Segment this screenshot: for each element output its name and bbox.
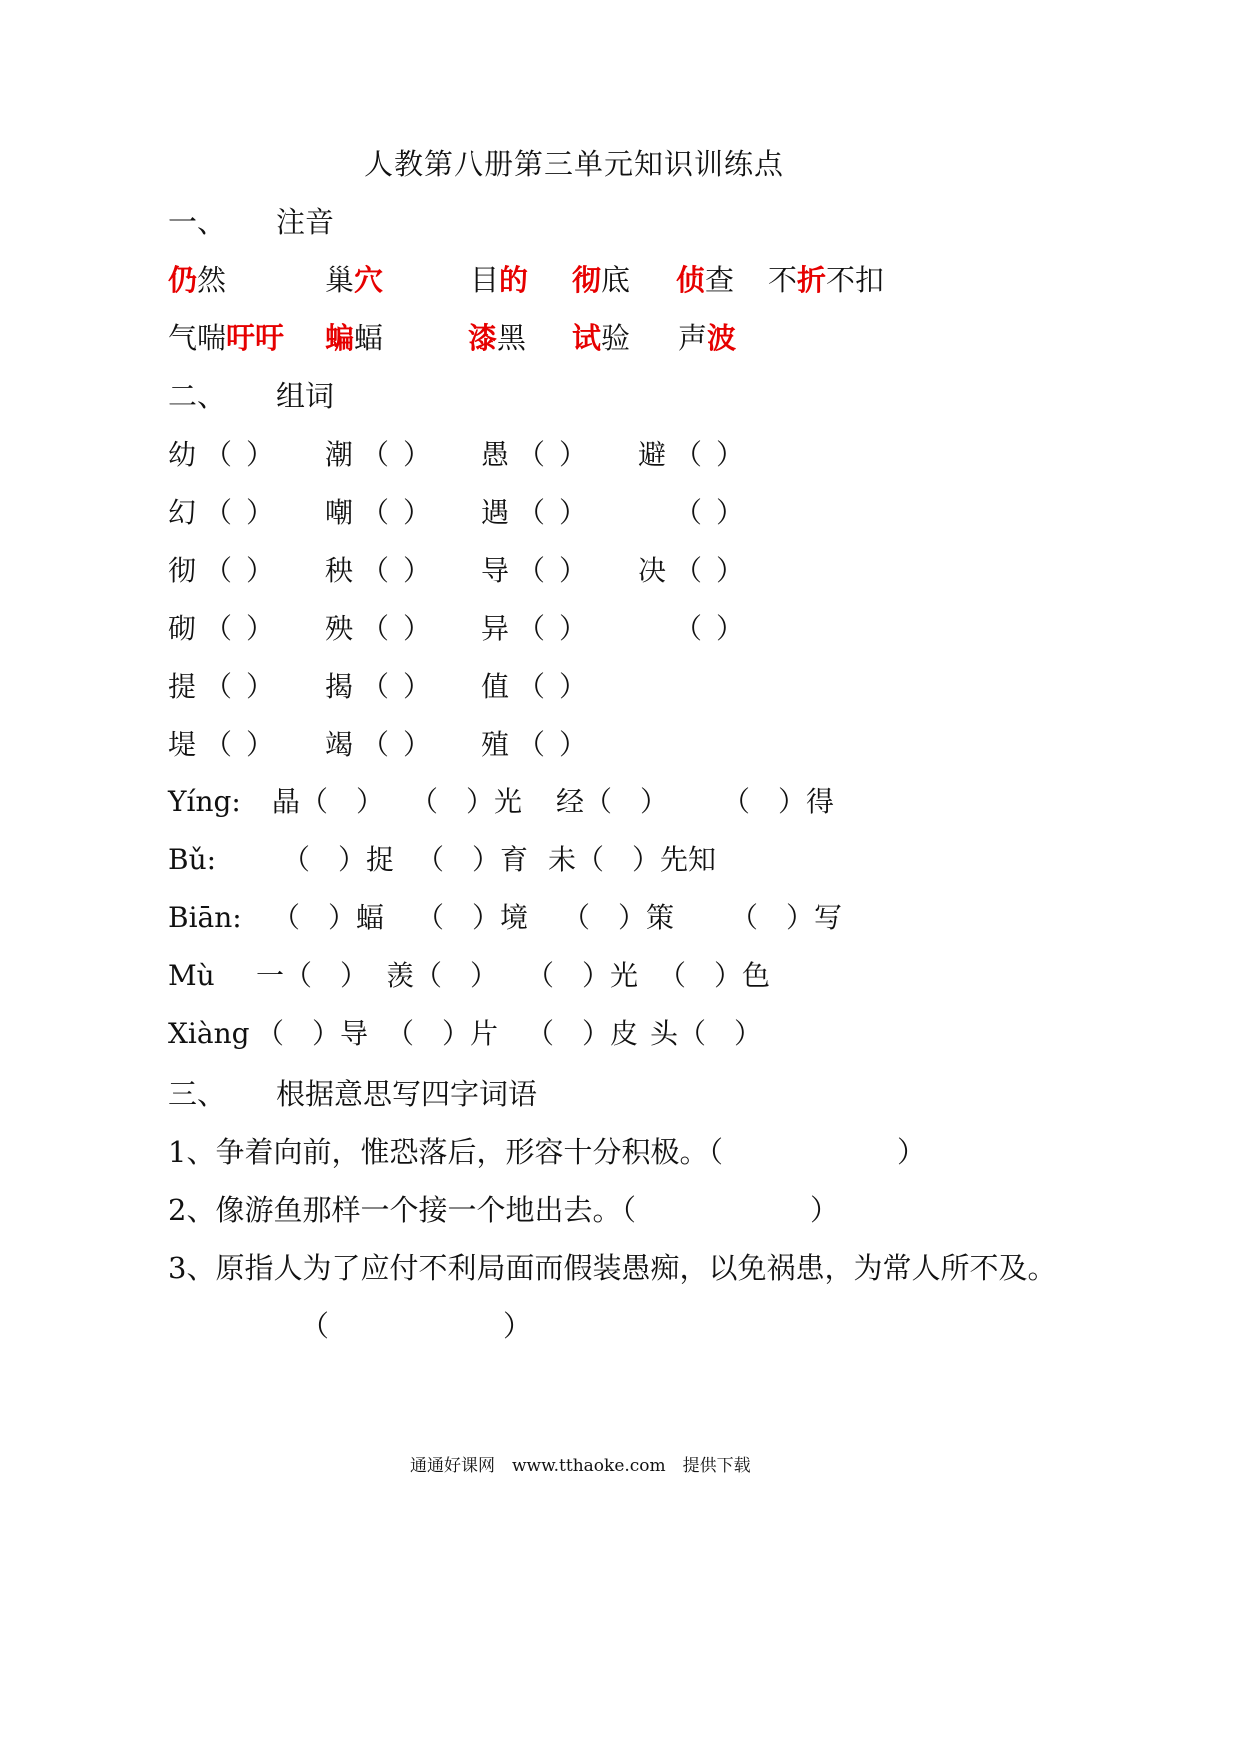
word-cell (168, 554, 274, 587)
word-cell (325, 728, 431, 761)
section-number: 一、 (168, 205, 227, 239)
word-cell (325, 670, 431, 703)
sentence-number: 1、 (168, 1135, 216, 1169)
pinyin-word-blank: （ ）得 (722, 785, 835, 818)
highlighted-char: 彻 (572, 263, 602, 297)
word-char: 彻 (168, 554, 197, 587)
answer-blank (200, 670, 274, 703)
paren-close: ） (402, 554, 431, 587)
answer-blank (357, 728, 431, 761)
paren-open: （ (674, 496, 703, 529)
paren-open: （ (674, 612, 703, 645)
pinyin-word-blank: （ ）导 (256, 1017, 369, 1050)
answer-blank (200, 612, 274, 645)
pinyin-word-blank: （ ）写 (730, 901, 843, 934)
highlighted-char: 蝙 (325, 321, 355, 355)
answer-blank (513, 554, 587, 587)
pinyin-word (325, 321, 384, 355)
section-heading-2 (168, 379, 335, 413)
word-cell (168, 496, 274, 529)
answer-blank (513, 496, 587, 529)
word-cell (168, 670, 274, 703)
paren-close: ） (245, 670, 274, 703)
section-label: 组词 (276, 379, 335, 413)
pinyin-word-blank: （ ）色 (658, 959, 771, 992)
sentence-number: 2、 (168, 1193, 216, 1227)
paren-close: ） (245, 496, 274, 529)
pinyin-word (468, 321, 527, 355)
paren-close: ） (558, 612, 587, 645)
paren-close: ） (402, 612, 431, 645)
paren-close: ） (402, 728, 431, 761)
pinyin-word (325, 263, 384, 297)
sentence-1 (168, 1135, 926, 1169)
page-title: 人教第八册第三单元知识训练点 (364, 147, 785, 181)
word-char: 导 (481, 554, 510, 587)
paren-close: ） (558, 496, 587, 529)
word-char: 砌 (168, 612, 197, 645)
plain-char: 巢 (325, 263, 355, 297)
word-char: 提 (168, 670, 197, 703)
word-cell (168, 438, 274, 471)
section-heading-3 (168, 1077, 538, 1111)
word-cell (481, 728, 587, 761)
answer-blank (200, 554, 274, 587)
paren-close: ） (558, 554, 587, 587)
answer-blank (513, 670, 587, 703)
word-cell (638, 612, 744, 645)
plain-char: 黑 (497, 321, 527, 355)
pinyin-word-blank: （ ）育 (416, 843, 529, 876)
paren-open: （ (517, 670, 546, 703)
word-cell (481, 612, 587, 645)
word-cell (638, 496, 744, 529)
word-cell (325, 438, 431, 471)
pinyin-word-blank: （ ）光 (526, 959, 639, 992)
pinyin-word-blank: （ ）片 (386, 1017, 499, 1050)
pinyin-word-blank: （ ）蝠 (272, 901, 385, 934)
pinyin-word (470, 263, 529, 297)
answer-blank (357, 612, 431, 645)
paren-open: （ (361, 612, 390, 645)
pinyin-word-blank: （ ）光 (410, 785, 523, 818)
pinyin-word (572, 321, 631, 355)
highlighted-char: 侦 (676, 263, 706, 297)
word-char: 幼 (168, 438, 197, 471)
paren-open: （ (204, 554, 233, 587)
plain-char: 验 (601, 321, 631, 355)
paren-close: ） (402, 496, 431, 529)
pinyin-word (676, 263, 735, 297)
section-heading-1 (168, 205, 335, 239)
word-cell (325, 496, 431, 529)
word-char: 嘲 (325, 496, 354, 529)
highlighted-char: 仍 (168, 263, 198, 297)
plain-char: 不扣 (826, 263, 885, 297)
paren-open: （ (361, 496, 390, 529)
answer-blank (200, 438, 274, 471)
paren-open: （ (517, 728, 546, 761)
paren-close: ） (558, 728, 587, 761)
pinyin-word-blank: 头（ ） (650, 1017, 763, 1050)
plain-char: 气喘 (168, 321, 227, 355)
highlighted-char: 漆 (468, 321, 498, 355)
word-cell (325, 554, 431, 587)
word-char: 愚 (481, 438, 510, 471)
pinyin-word-blank: （ ）境 (416, 901, 529, 934)
paren-open: （ (204, 612, 233, 645)
word-char: 殃 (325, 612, 354, 645)
paren-close: ） (558, 670, 587, 703)
paren-open: （ (361, 438, 390, 471)
word-cell (481, 670, 587, 703)
answer-blank (513, 438, 587, 471)
paren-open: （ (361, 554, 390, 587)
section-label: 注音 (276, 205, 335, 239)
highlighted-char: 穴 (354, 263, 384, 297)
answer-blank (513, 728, 587, 761)
section-number: 二、 (168, 379, 227, 413)
word-char: 异 (481, 612, 510, 645)
pinyin-word-blank: 晶（ ） (272, 785, 385, 818)
highlighted-char: 折 (797, 263, 827, 297)
sentence-text: 原指人为了应付不利局面而假装愚痴，以免祸患，为常人所不及。 (215, 1251, 1057, 1285)
word-cell (325, 612, 431, 645)
word-char: 决 (638, 554, 667, 587)
sentence-3 (168, 1251, 1057, 1285)
paren-open: （ (204, 438, 233, 471)
answer-blank (670, 554, 744, 587)
pinyin-word (168, 263, 227, 297)
pinyin-word-blank: 一（ ） (256, 959, 369, 992)
paren-close: ） (245, 612, 274, 645)
pinyin-label: Mù (168, 959, 215, 992)
plain-char: 不 (768, 263, 798, 297)
answer-blank (357, 670, 431, 703)
pinyin-label: Bǔ: (168, 843, 217, 876)
highlighted-char: 的 (499, 263, 529, 297)
sentence-number: 3、 (168, 1251, 216, 1285)
word-cell (638, 438, 744, 471)
word-char: 秧 (325, 554, 354, 587)
highlighted-char: 波 (707, 321, 737, 355)
paren-open: （ (517, 496, 546, 529)
pinyin-word-blank: 羡（ ） (386, 959, 499, 992)
paren-open: （ (204, 496, 233, 529)
word-cell (481, 554, 587, 587)
sentence-2 (168, 1193, 839, 1227)
paren-close: ） (402, 438, 431, 471)
paren-open: （ (204, 670, 233, 703)
paren-close: ） (245, 438, 274, 471)
section-label: 根据意思写四字词语 (276, 1077, 538, 1111)
pinyin-word-blank: （ ）皮 (526, 1017, 639, 1050)
paren-open: （ (517, 554, 546, 587)
word-char: 殖 (481, 728, 510, 761)
paren-open: （ (204, 728, 233, 761)
pinyin-word (678, 321, 737, 355)
pinyin-word-blank: 经（ ） (556, 785, 669, 818)
paren-close: ） (715, 554, 744, 587)
word-char: 堤 (168, 728, 197, 761)
footer: 通通好课网 www.tthaoke.com 提供下载 (410, 1456, 751, 1476)
paren-open: （ (517, 438, 546, 471)
paren-open: （ (674, 554, 703, 587)
word-char: 避 (638, 438, 667, 471)
answer-blank (670, 612, 744, 645)
pinyin-word (168, 321, 285, 355)
pinyin-word-blank: 未（ ）先知 (548, 843, 717, 876)
plain-char: 蝠 (354, 321, 384, 355)
paren-close: ） (715, 612, 744, 645)
pinyin-word (572, 263, 631, 297)
answer-blank (200, 496, 274, 529)
plain-char: 然 (197, 263, 227, 297)
answer-blank (200, 728, 274, 761)
pinyin-word-blank: （ ）捉 (282, 843, 395, 876)
highlighted-char: 吁吁 (226, 321, 285, 355)
paren-close: ） (245, 728, 274, 761)
plain-char: 底 (601, 263, 631, 297)
word-cell (168, 612, 274, 645)
paren-close: ） (715, 496, 744, 529)
plain-char: 目 (470, 263, 500, 297)
section-number: 三、 (168, 1077, 227, 1111)
word-char: 幻 (168, 496, 197, 529)
pinyin-label: Xiàng (168, 1017, 250, 1050)
paren-close: ） (245, 554, 274, 587)
answer-blank (357, 554, 431, 587)
answer-blank (357, 438, 431, 471)
paren-open: （ (517, 612, 546, 645)
answer-blank (357, 496, 431, 529)
word-cell (168, 728, 274, 761)
word-char: 值 (481, 670, 510, 703)
word-char: 竭 (325, 728, 354, 761)
word-char: 揭 (325, 670, 354, 703)
sentence-text: 像游鱼那样一个接一个地出去。（ ） (215, 1193, 839, 1227)
answer-blank (670, 496, 744, 529)
word-cell (481, 438, 587, 471)
paren-close: ） (402, 670, 431, 703)
word-char: 遇 (481, 496, 510, 529)
paren-open: （ (361, 670, 390, 703)
highlighted-char: 试 (572, 321, 602, 355)
answer-blank (670, 438, 744, 471)
sentence-3-answer-blank: （ ） (300, 1309, 533, 1343)
pinyin-label: Biān: (168, 901, 242, 934)
paren-close: ） (558, 438, 587, 471)
answer-blank (513, 612, 587, 645)
word-cell (481, 496, 587, 529)
paren-open: （ (674, 438, 703, 471)
sentence-text: 争着向前，惟恐落后，形容十分积极。（ ） (215, 1135, 926, 1169)
paren-open: （ (361, 728, 390, 761)
word-char: 潮 (325, 438, 354, 471)
plain-char: 查 (705, 263, 735, 297)
pinyin-word-blank: （ ）策 (562, 901, 675, 934)
paren-close: ） (715, 438, 744, 471)
pinyin-word (768, 263, 885, 297)
pinyin-label: Yíng: (168, 785, 241, 818)
word-cell (638, 554, 744, 587)
plain-char: 声 (678, 321, 708, 355)
